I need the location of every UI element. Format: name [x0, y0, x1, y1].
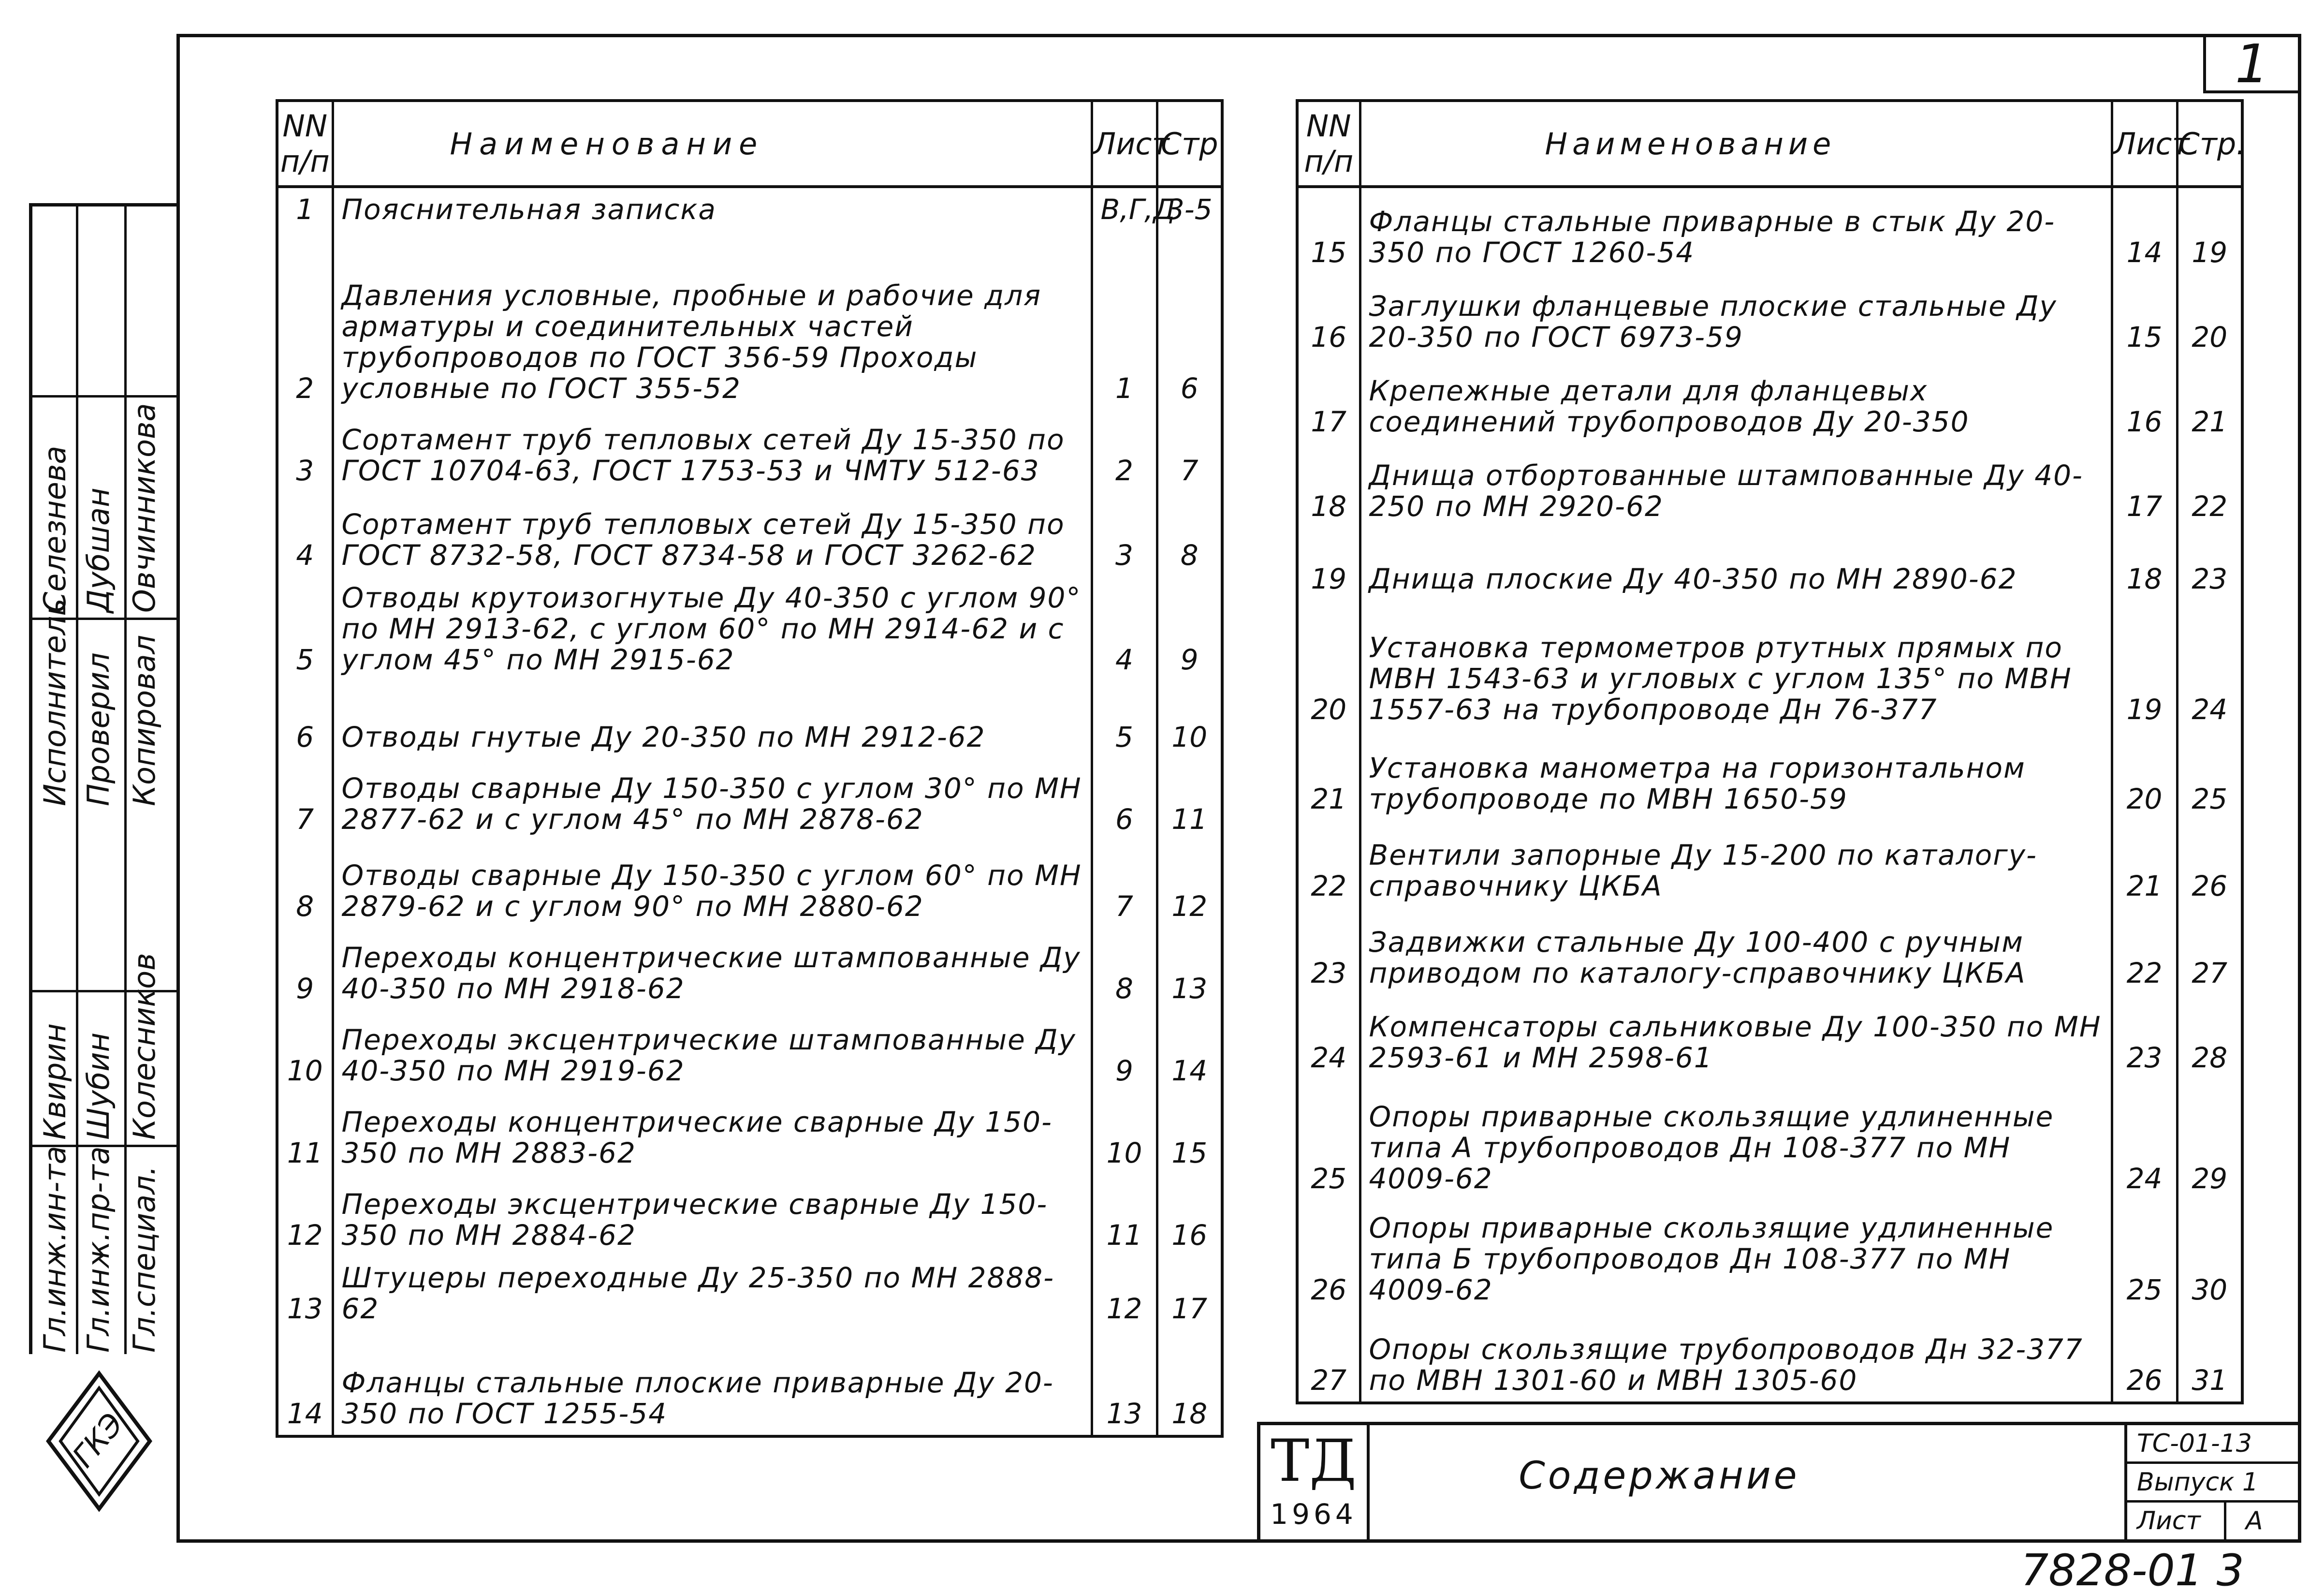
document-title: Содержание — [1519, 1454, 1800, 1498]
table-row — [1297, 1079, 2242, 1200]
row-page: 13 — [1157, 928, 1222, 1010]
row-num: 8 — [277, 841, 333, 928]
sidebar-name: Шубин — [81, 1032, 116, 1140]
row-sheet: 21 — [2112, 820, 2177, 907]
row-page: 25 — [2177, 731, 2242, 820]
row-sheet: 25 — [2112, 1200, 2177, 1311]
row-page: 29 — [2177, 1079, 2242, 1200]
row-name: Переходы эксцентрические сварные Ду 150-350 по МН 2884-62 — [333, 1174, 1092, 1256]
row-num: 16 — [1297, 274, 1360, 358]
header-name: Наименование — [1360, 101, 2112, 187]
header-page: Стр. — [2177, 101, 2242, 187]
sidebar-name: Колесников — [127, 953, 162, 1140]
row-num: 11 — [277, 1092, 333, 1174]
td-logo-year: 1964 — [1270, 1498, 1357, 1531]
row-name: Опоры приварные скользящие удлиненные типа Б трубопроводов Дн 108-377 по МН 4009-62 — [1360, 1200, 2112, 1311]
table-row — [277, 576, 1222, 681]
row-page: 19 — [2177, 187, 2242, 274]
row-num: 1 — [277, 187, 333, 231]
row-page: 26 — [2177, 820, 2242, 907]
row-sheet: 8 — [1092, 928, 1157, 1010]
row-num: 3 — [277, 410, 333, 492]
sidebar-role: Копировал — [127, 634, 162, 806]
row-sheet: 18 — [2112, 528, 2177, 600]
row-num: 13 — [277, 1256, 333, 1330]
row-sheet: 3 — [1092, 492, 1157, 576]
table-header-row — [1297, 101, 2242, 187]
sheet-cell — [2127, 1503, 2301, 1541]
row-name: Отводы сварные Ду 150-350 с углом 60° по МН 2879-62 и с углом 90° по МН 2880-62 — [333, 841, 1092, 928]
row-sheet: 7 — [1092, 841, 1157, 928]
title-block-codes — [2124, 1425, 2301, 1543]
row-name: Отводы гнутые Ду 20-350 по МН 2912-62 — [333, 681, 1092, 758]
row-page: 18 — [1157, 1330, 1222, 1436]
row-sheet: 5 — [1092, 681, 1157, 758]
row-num: 5 — [277, 576, 333, 681]
contents-table-left — [276, 99, 1224, 1438]
row-num: 21 — [1297, 731, 1360, 820]
row-page: 7 — [1157, 410, 1222, 492]
table-row — [277, 841, 1222, 928]
row-name: Фланцы стальные плоские приварные Ду 20-350 по ГОСТ 1255-54 — [333, 1330, 1092, 1436]
row-name: Заглушки фланцевые плоские стальные Ду 20-350 по ГОСТ 6973-59 — [1360, 274, 2112, 358]
row-name: Давления условные, пробные и рабочие для арматуры и соединительных частей трубопроводов по ГОСТ 356-59 Проходы условные по ГОСТ 355-52 — [333, 231, 1092, 410]
svg-text:ГКЭ: ГКЭ — [65, 1406, 131, 1474]
row-page: 10 — [1157, 681, 1222, 758]
table-row — [277, 1330, 1222, 1436]
table-row — [1297, 528, 2242, 600]
row-num: 17 — [1297, 358, 1360, 443]
row-page: 6 — [1157, 231, 1222, 410]
sidebar-name: Селезнева — [37, 445, 73, 613]
sidebar-role: Гл.специал. — [127, 1165, 162, 1353]
row-num: 14 — [277, 1330, 333, 1436]
row-page: 27 — [2177, 907, 2242, 994]
sidebar-role: Гл.инж.ин-та — [37, 1146, 73, 1353]
table-row — [1297, 274, 2242, 358]
table-row — [1297, 600, 2242, 731]
row-sheet: 11 — [1092, 1174, 1157, 1256]
row-name: Задвижки стальные Ду 100-400 с ручным приводом по каталогу-справочнику ЦКБА — [1360, 907, 2112, 994]
row-page: 20 — [2177, 274, 2242, 358]
row-sheet: 24 — [2112, 1079, 2177, 1200]
sidebar-name: Квирин — [37, 1023, 73, 1140]
title-block — [1257, 1422, 2301, 1543]
sheet-value: А — [2224, 1503, 2263, 1540]
table-row — [1297, 731, 2242, 820]
row-name: Компенсаторы сальниковые Ду 100-350 по МН 2593-61 и МН 2598-61 — [1360, 994, 2112, 1079]
sidebar-role: Исполнитель — [37, 598, 73, 806]
row-name: Днища отбортованные штампованные Ду 40-250 по МН 2920-62 — [1360, 443, 2112, 528]
row-name: Отводы сварные Ду 150-350 с углом 30° по МН 2877-62 и с углом 45° по МН 2878-62 — [333, 758, 1092, 841]
row-name: Крепежные детали для фланцевых соединений трубопроводов Ду 20-350 — [1360, 358, 2112, 443]
row-sheet: 17 — [2112, 443, 2177, 528]
row-name: Опоры приварные скользящие удлиненные типа А трубопроводов Дн 108-377 по МН 4009-62 — [1360, 1079, 2112, 1200]
row-page: 16 — [1157, 1174, 1222, 1256]
row-num: 19 — [1297, 528, 1360, 600]
row-name: Фланцы стальные приварные в стык Ду 20-350 по ГОСТ 1260-54 — [1360, 187, 2112, 274]
row-num: 10 — [277, 1010, 333, 1092]
row-num: 18 — [1297, 443, 1360, 528]
row-page: 15 — [1157, 1092, 1222, 1174]
header-page: Стр — [1157, 101, 1222, 187]
row-num: 20 — [1297, 600, 1360, 731]
gke-logo-icon — [44, 1369, 155, 1514]
row-sheet: 9 — [1092, 1010, 1157, 1092]
row-num: 22 — [1297, 820, 1360, 907]
header-num: NN п/п — [1297, 101, 1360, 187]
row-sheet: 16 — [2112, 358, 2177, 443]
table-row — [1297, 994, 2242, 1079]
row-name: Штуцеры переходные Ду 25-350 по МН 2888-62 — [333, 1256, 1092, 1330]
header-sheet: Лист — [2112, 101, 2177, 187]
table-row — [277, 187, 1222, 231]
header-num: NN п/п — [277, 101, 333, 187]
table-row — [277, 1256, 1222, 1330]
sidebar-role: Проверил — [81, 652, 116, 806]
row-sheet: 1 — [1092, 231, 1157, 410]
row-sheet: 20 — [2112, 731, 2177, 820]
table-row — [1297, 1311, 2242, 1403]
row-num: 23 — [1297, 907, 1360, 994]
table-row — [277, 928, 1222, 1010]
row-page: 28 — [2177, 994, 2242, 1079]
row-num: 6 — [277, 681, 333, 758]
table-row — [277, 1092, 1222, 1174]
row-page: 3-5 — [1157, 187, 1222, 231]
row-sheet: 14 — [2112, 187, 2177, 274]
table-row — [1297, 187, 2242, 274]
row-name: Отводы крутоизогнутые Ду 40-350 с углом 90° по МН 2913-62, с углом 60° по МН 2914-62 и с углом 45° по МН 2915-62 — [333, 576, 1092, 681]
table-row — [277, 1010, 1222, 1092]
row-sheet: 10 — [1092, 1092, 1157, 1174]
sidebar-name: Овчинникова — [127, 403, 162, 613]
table-row — [277, 492, 1222, 576]
row-page: 21 — [2177, 358, 2242, 443]
row-sheet: 13 — [1092, 1330, 1157, 1436]
row-name: Переходы концентрические сварные Ду 150-350 по МН 2883-62 — [333, 1092, 1092, 1174]
table-row — [1297, 1200, 2242, 1311]
sheet-number: 1 — [2203, 37, 2298, 93]
row-sheet: 6 — [1092, 758, 1157, 841]
row-num: 2 — [277, 231, 333, 410]
row-page: 30 — [2177, 1200, 2242, 1311]
issue-number: Выпуск 1 — [2127, 1464, 2301, 1503]
row-num: 25 — [1297, 1079, 1360, 1200]
table-row — [1297, 443, 2242, 528]
row-name: Установка манометра на горизонтальном трубопроводе по МВН 1650-59 — [1360, 731, 2112, 820]
sidebar-name: Дубшан — [81, 487, 116, 613]
table-header-row — [277, 101, 1222, 187]
row-name: Опоры скользящие трубопроводов Дн 32-377 по МВН 1301-60 и МВН 1305-60 — [1360, 1311, 2112, 1403]
row-sheet: В,Г,Д — [1092, 187, 1157, 231]
row-name: Сортамент труб тепловых сетей Ду 15-350 по ГОСТ 10704-63, ГОСТ 1753-53 и ЧМТУ 512-63 — [333, 410, 1092, 492]
row-name: Переходы концентрические штампованные Ду 40-350 по МН 2918-62 — [333, 928, 1092, 1010]
archive-code: 7828-01 3 — [2021, 1545, 2244, 1593]
row-name: Днища плоские Ду 40-350 по МН 2890-62 — [1360, 528, 2112, 600]
table-row — [277, 410, 1222, 492]
header-name: Наименование — [333, 101, 1092, 187]
td-logo — [1260, 1425, 1370, 1543]
table-row — [1297, 907, 2242, 994]
row-num: 4 — [277, 492, 333, 576]
row-num: 12 — [277, 1174, 333, 1256]
td-logo-text: ТД — [1271, 1428, 1357, 1495]
row-num: 26 — [1297, 1200, 1360, 1311]
table-row — [277, 1174, 1222, 1256]
header-sheet: Лист — [1092, 101, 1157, 187]
table-row — [1297, 358, 2242, 443]
row-sheet: 26 — [2112, 1311, 2177, 1403]
row-page: 11 — [1157, 758, 1222, 841]
row-sheet: 2 — [1092, 410, 1157, 492]
row-page: 24 — [2177, 600, 2242, 731]
row-page: 22 — [2177, 443, 2242, 528]
sheet-label: Лист — [2137, 1506, 2201, 1535]
row-sheet: 15 — [2112, 274, 2177, 358]
row-sheet: 12 — [1092, 1256, 1157, 1330]
row-page: 9 — [1157, 576, 1222, 681]
row-num: 7 — [277, 758, 333, 841]
row-num: 15 — [1297, 187, 1360, 274]
row-sheet: 4 — [1092, 576, 1157, 681]
row-name: Вентили запорные Ду 15-200 по каталогу-справочнику ЦКБА — [1360, 820, 2112, 907]
row-sheet: 22 — [2112, 907, 2177, 994]
table-row — [277, 681, 1222, 758]
row-num: 24 — [1297, 994, 1360, 1079]
row-name: Сортамент труб тепловых сетей Ду 15-350 по ГОСТ 8732-58, ГОСТ 8734-58 и ГОСТ 3262-62 — [333, 492, 1092, 576]
table-row — [277, 758, 1222, 841]
row-name: Пояснительная записка — [333, 187, 1092, 231]
row-page: 8 — [1157, 492, 1222, 576]
row-page: 12 — [1157, 841, 1222, 928]
table-row — [277, 231, 1222, 410]
contents-table-right — [1296, 99, 2244, 1404]
row-page: 17 — [1157, 1256, 1222, 1330]
sidebar-role: Гл.инж.пр-та — [81, 1146, 116, 1353]
row-num: 27 — [1297, 1311, 1360, 1403]
row-name: Переходы эксцентрические штампованные Ду 40-350 по МН 2919-62 — [333, 1010, 1092, 1092]
row-sheet: 19 — [2112, 600, 2177, 731]
row-page: 14 — [1157, 1010, 1222, 1092]
signature-sidebar — [29, 203, 176, 1354]
row-page: 23 — [2177, 528, 2242, 600]
row-num: 9 — [277, 928, 333, 1010]
row-sheet: 23 — [2112, 994, 2177, 1079]
row-page: 31 — [2177, 1311, 2242, 1403]
table-row — [1297, 820, 2242, 907]
row-name: Установка термометров ртутных прямых по МВН 1543-63 и угловых с углом 135° по МВН 1557-63 на трубопроводе Дн 76-377 — [1360, 600, 2112, 731]
document-code: ТС-01-13 — [2127, 1425, 2301, 1464]
